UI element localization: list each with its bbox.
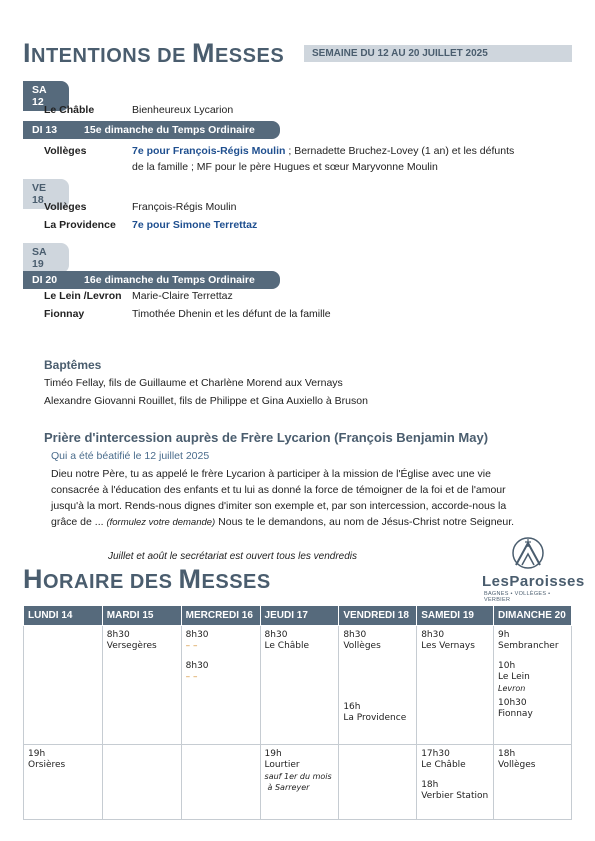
prayer-body: Dieu notre Père, tu as appelé le frère Lycarion à participer à la mission de l'Église avec une vie consacrée à l'éducation des enfants et tu lui as donné la force de témoigner de la foi et de l'amour jusqu'à la mort. Rends-nous dignes d'imiter son exemple et, par son intercession, accorde-nous la grâce de ... (formulez votre demande) Nous te le demandons, au nom de Jésus-Christ notre Seigneur. bbox=[51, 468, 515, 528]
mass-time: 16h bbox=[343, 702, 361, 712]
mass-place: – – bbox=[185, 641, 198, 651]
horaire-title: HORAIRE DES MESSES bbox=[23, 564, 271, 594]
mass-time: 19h bbox=[28, 749, 46, 759]
mass-place: – – bbox=[185, 672, 198, 682]
mass-time: 18h bbox=[421, 780, 439, 790]
intention-place: Le Lein /Levron bbox=[44, 290, 122, 302]
mass-time: 19h bbox=[264, 749, 282, 759]
day-sub: 15e dimanche du Temps Ordinaire bbox=[84, 124, 255, 136]
intention-highlight: 7e pour Simone Terrettaz bbox=[132, 219, 258, 231]
day-label-ve18: VE 18 bbox=[23, 179, 69, 209]
intention-place: Vollèges bbox=[44, 145, 87, 157]
mass-note: Levron bbox=[498, 684, 526, 693]
mass-time: 8h30 bbox=[421, 630, 445, 640]
schedule-row bbox=[24, 745, 572, 820]
mass-place: Les Vernays bbox=[421, 641, 475, 651]
baptemes-heading: Baptêmes bbox=[44, 358, 102, 372]
mass-place: Fionnay bbox=[498, 709, 533, 719]
mass-place: La Providence bbox=[343, 713, 407, 723]
schedule-cell bbox=[181, 626, 260, 745]
day-label-di20 bbox=[23, 271, 280, 289]
schedule-cell bbox=[102, 745, 181, 820]
schedule-row bbox=[24, 626, 572, 745]
week-banner: SEMAINE DU 12 AU 20 JUILLET 2025 bbox=[304, 45, 572, 62]
mass-place: Lourtier bbox=[264, 760, 300, 770]
mass-place: Verbier Station bbox=[421, 791, 489, 801]
schedule-cell bbox=[260, 626, 339, 745]
schedule-cell bbox=[260, 745, 339, 820]
mass-time: 8h30 bbox=[106, 630, 130, 640]
mass-time: 10h bbox=[498, 661, 516, 671]
mass-place: Le Châble bbox=[264, 641, 310, 651]
mass-time: 10h30 bbox=[498, 698, 527, 708]
intention-highlight: 7e pour François-Régis Moulin bbox=[132, 145, 286, 157]
mass-time: 8h30 bbox=[343, 630, 367, 640]
column-header: MERCREDI 16 bbox=[181, 606, 260, 626]
schedule-cell bbox=[181, 745, 260, 820]
mass-note: sauf 1er du mois bbox=[264, 772, 332, 781]
mass-place: Le Châble bbox=[421, 760, 466, 770]
schedule-cell bbox=[494, 745, 572, 820]
schedule-cell bbox=[24, 626, 103, 745]
schedule-cell bbox=[339, 626, 417, 745]
day-label-di13 bbox=[23, 121, 280, 139]
mass-time: 9h bbox=[498, 630, 510, 640]
intention-text: 7e pour François-Régis Moulin ; Bernadette Bruchez-Lovey (1 an) et les défunts bbox=[132, 145, 515, 157]
column-header: SAMEDI 19 bbox=[417, 606, 494, 626]
mass-place: Orsières bbox=[28, 760, 66, 770]
column-header: VENDREDI 18 bbox=[339, 606, 417, 626]
prayer-subtitle: Qui a été béatifié le 12 juillet 2025 bbox=[51, 450, 210, 462]
intention-text: Bienheureux Lycarion bbox=[132, 104, 234, 116]
bapteme-line: Timéo Fellay, fils de Guillaume et Charlène Morend aux Vernays bbox=[44, 377, 343, 389]
mass-place: Vollèges bbox=[498, 760, 536, 770]
schedule-cell bbox=[494, 626, 572, 745]
schedule-cell bbox=[417, 745, 494, 820]
intention-text: François-Régis Moulin bbox=[132, 201, 237, 213]
day-label-sa19: SA 19 bbox=[23, 243, 69, 273]
intention-place: La Providence bbox=[44, 219, 116, 231]
day-label-sa12: SA 12 bbox=[23, 81, 69, 111]
column-header: JEUDI 17 bbox=[260, 606, 339, 626]
schedule-table bbox=[23, 605, 572, 820]
schedule-header-row bbox=[24, 606, 572, 626]
mass-time: 8h30 bbox=[264, 630, 288, 640]
bapteme-line: Alexandre Giovanni Rouillet, fils de Philippe et Gina Auxiello à Bruson bbox=[44, 395, 368, 407]
day-sub: 16e dimanche du Temps Ordinaire bbox=[84, 274, 255, 286]
logo bbox=[482, 535, 585, 603]
column-header: LUNDI 14 bbox=[24, 606, 103, 626]
mass-place: Sembrancher bbox=[498, 641, 559, 651]
column-header: DIMANCHE 20 bbox=[494, 606, 572, 626]
mass-place: Le Lein bbox=[498, 672, 530, 682]
paroisses-logo-icon bbox=[482, 535, 574, 575]
mass-note: à Sarreyer bbox=[267, 783, 310, 792]
logo-sub: BAGNES • VOLLÈGES • VERBIER bbox=[484, 591, 551, 603]
intention-place: Fionnay bbox=[44, 308, 85, 320]
schedule-cell bbox=[339, 745, 417, 820]
secretariat-note: Juillet et août le secrétariat est ouvert tous les vendredis bbox=[108, 551, 358, 562]
schedule-cell bbox=[102, 626, 181, 745]
column-header: MARDI 15 bbox=[102, 606, 181, 626]
schedule-cell bbox=[417, 626, 494, 745]
intention-text: Timothée Dhenin et les défunt de la famille bbox=[132, 308, 331, 320]
schedule-cell bbox=[24, 745, 103, 820]
mass-time: 8h30 bbox=[185, 661, 209, 671]
day-label: DI 13 bbox=[32, 124, 58, 136]
mass-time: 18h bbox=[498, 749, 516, 759]
intention-text: Marie-Claire Terrettaz bbox=[132, 290, 233, 302]
logo-name: LesParoisses bbox=[482, 573, 585, 590]
mass-time: 8h30 bbox=[185, 630, 209, 640]
mass-place: Vollèges bbox=[343, 641, 381, 651]
day-label: DI 20 bbox=[32, 274, 58, 286]
intention-text-cont: de la famille ; MF pour le père Hugues et sœur Maryvonne Moulin bbox=[132, 161, 438, 173]
mass-place: Versegères bbox=[106, 641, 157, 651]
intention-place: Vollèges bbox=[44, 201, 87, 213]
intention-place: Le Châble bbox=[44, 104, 95, 116]
intentions-title: INTENTIONS DE MESSES bbox=[23, 38, 285, 68]
prayer-title: Prière d'intercession auprès de Frère Lycarion (François Benjamin May) bbox=[44, 430, 489, 445]
mass-time: 17h30 bbox=[421, 749, 450, 759]
